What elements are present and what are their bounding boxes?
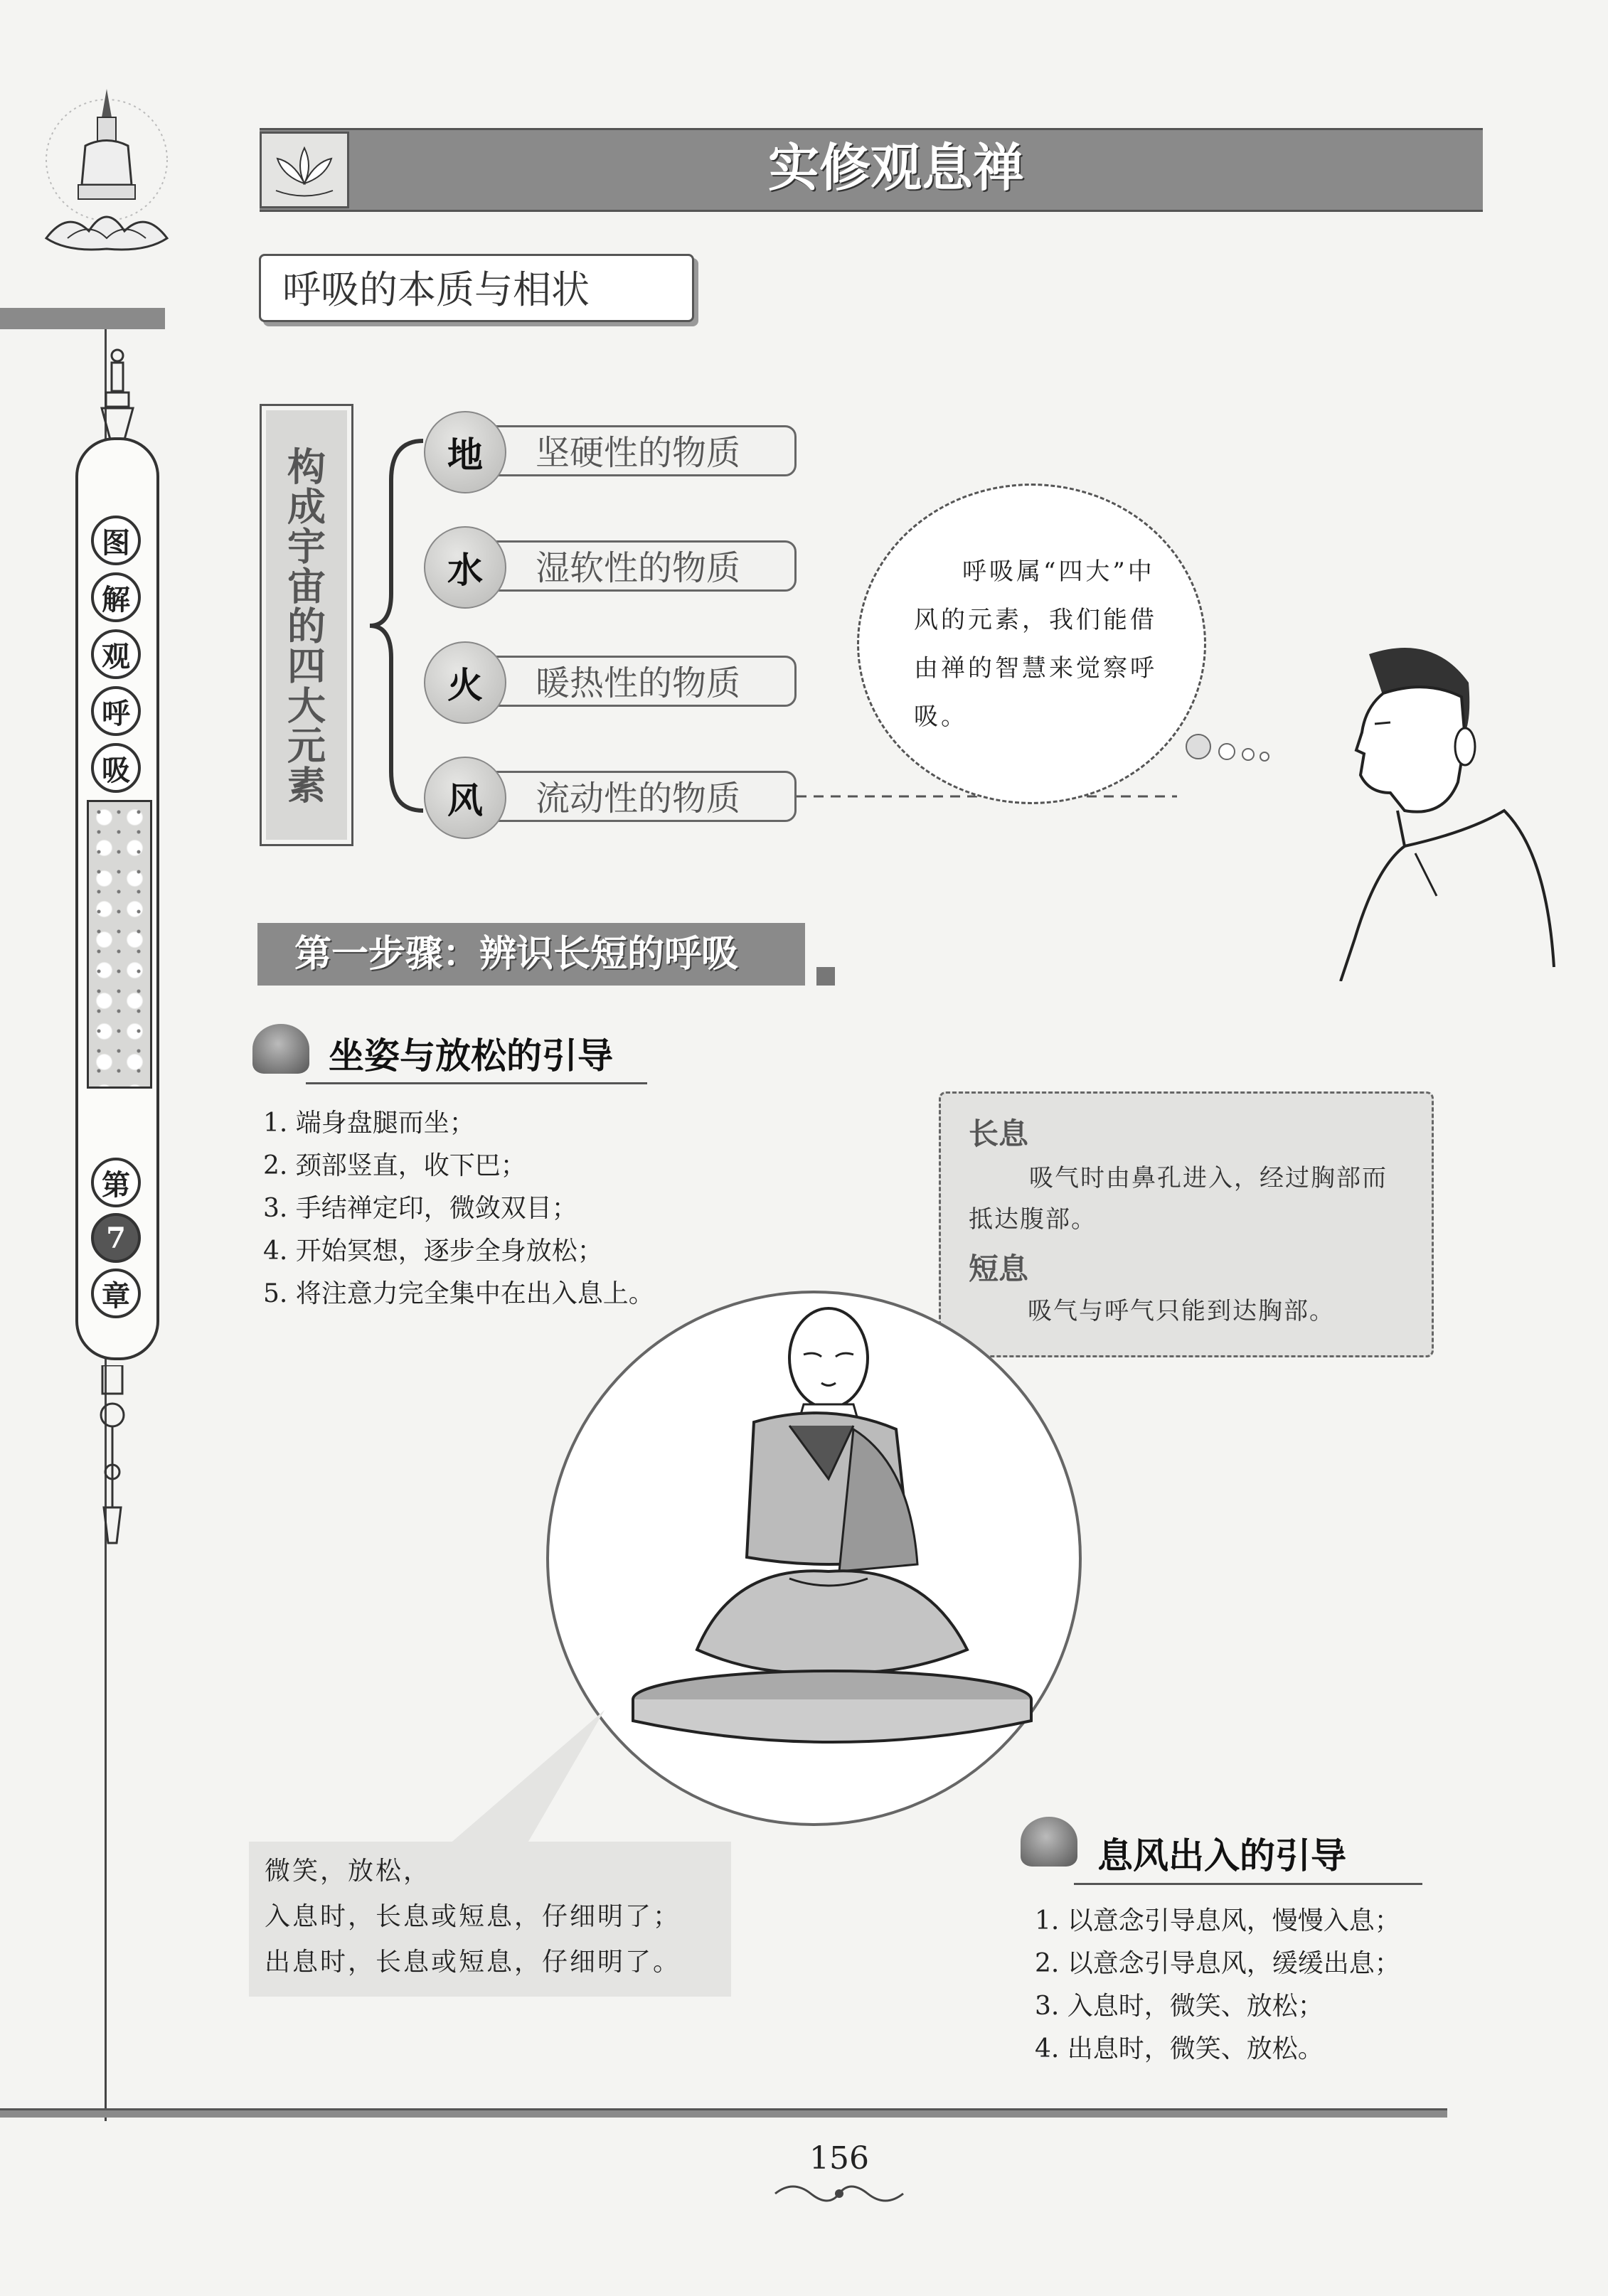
bell-icon (252, 1024, 309, 1074)
list-item: 2. 以意念引导息风，缓缓出息； (1035, 1949, 1400, 1978)
stupa-illustration (18, 68, 196, 281)
posture-list (263, 1102, 654, 1315)
chapter-char: 第 (91, 1158, 141, 1207)
step-heading-square (816, 967, 835, 986)
book-title-vertical (91, 516, 141, 793)
element-desc: 流动性的物质 (462, 771, 797, 822)
book-title-char: 呼 (91, 686, 141, 736)
caption-text (265, 1849, 681, 1985)
element-char-wind: 风 (424, 757, 506, 839)
caption-pointer (427, 1707, 612, 1849)
meditating-monk-illustration (626, 1294, 1053, 1749)
four-elements-label: 构成宇宙的四大元素 (281, 447, 327, 805)
list-item: 2. 颈部竖直，收下巴； (263, 1151, 526, 1180)
element-char-earth: 地 (424, 411, 506, 493)
book-title-char: 解 (91, 572, 141, 622)
chapter-marker (91, 1158, 141, 1318)
thought-text: 呼吸属“四大”中风的元素，我们能借由禅的智慧来觉察呼吸。 (914, 557, 1157, 731)
breath-guide-list (1035, 1900, 1400, 2071)
element-char-water: 水 (424, 526, 506, 609)
footer-rule (0, 2108, 1447, 2118)
page-flourish (772, 2176, 907, 2211)
curly-brace (366, 437, 430, 814)
scroll-bottom-tassel (84, 1365, 141, 1550)
posture-heading: 坐姿与放松的引导 (329, 1035, 613, 1077)
posture-heading-underline (306, 1082, 647, 1084)
page-number: 156 (809, 2140, 869, 2177)
list-item: 3. 手结禅定印，微敛双目； (263, 1194, 577, 1223)
list-item: 3. 入息时，微笑、放松； (1035, 1992, 1324, 2021)
list-item: 4. 开始冥想，逐步全身放松； (263, 1237, 603, 1266)
scroll-top-finial (96, 348, 139, 441)
short-breath-title: 短息 (969, 1251, 1029, 1286)
section-title: 呼吸的本质与相状 (259, 254, 694, 322)
list-item: 5. 将注意力完全集中在出入息上。 (263, 1279, 654, 1308)
element-desc: 坚硬性的物质 (462, 425, 797, 476)
element-desc: 暖热性的物质 (462, 656, 797, 707)
caption-line: 微笑，放松， (265, 1857, 432, 1886)
caption-line: 入息时，长息或短息，仔细明了； (265, 1902, 681, 1931)
lotus-icon (260, 132, 349, 208)
list-item: 1. 端身盘腿而坐； (263, 1109, 475, 1138)
element-desc: 湿软性的物质 (462, 540, 797, 592)
chapter-number: 7 (91, 1213, 141, 1263)
scroll-ornament-panel (87, 800, 152, 1089)
list-item: 1. 以意念引导息风，慢慢入息； (1035, 1906, 1400, 1935)
sidebar-divider-bar (0, 308, 165, 329)
bell-icon (1021, 1817, 1077, 1867)
page-title: 实修观息禅 (767, 138, 1024, 198)
breath-guide-heading: 息风出入的引导 (1097, 1835, 1346, 1876)
element-char-fire: 火 (424, 641, 506, 724)
list-item: 4. 出息时，微笑、放松。 (1035, 2034, 1324, 2063)
man-illustration (1291, 640, 1561, 981)
book-title-char: 观 (91, 629, 141, 679)
thought-dots (1184, 729, 1284, 771)
book-title-char: 图 (91, 516, 141, 565)
breath-guide-underline (1074, 1883, 1422, 1885)
short-breath-text: 吸气与呼气只能到达胸部。 (1028, 1297, 1335, 1325)
step-heading: 第一步骤：辨识长短的呼吸 (257, 923, 805, 986)
long-breath-title: 长息 (969, 1116, 1029, 1151)
long-breath-text: 吸气时由鼻孔进入，经过胸部而抵达腹部。 (969, 1164, 1388, 1234)
caption-line: 出息时，长息或短息，仔细明了。 (265, 1948, 681, 1977)
book-title-char: 吸 (91, 743, 141, 793)
chapter-char: 章 (91, 1269, 141, 1318)
